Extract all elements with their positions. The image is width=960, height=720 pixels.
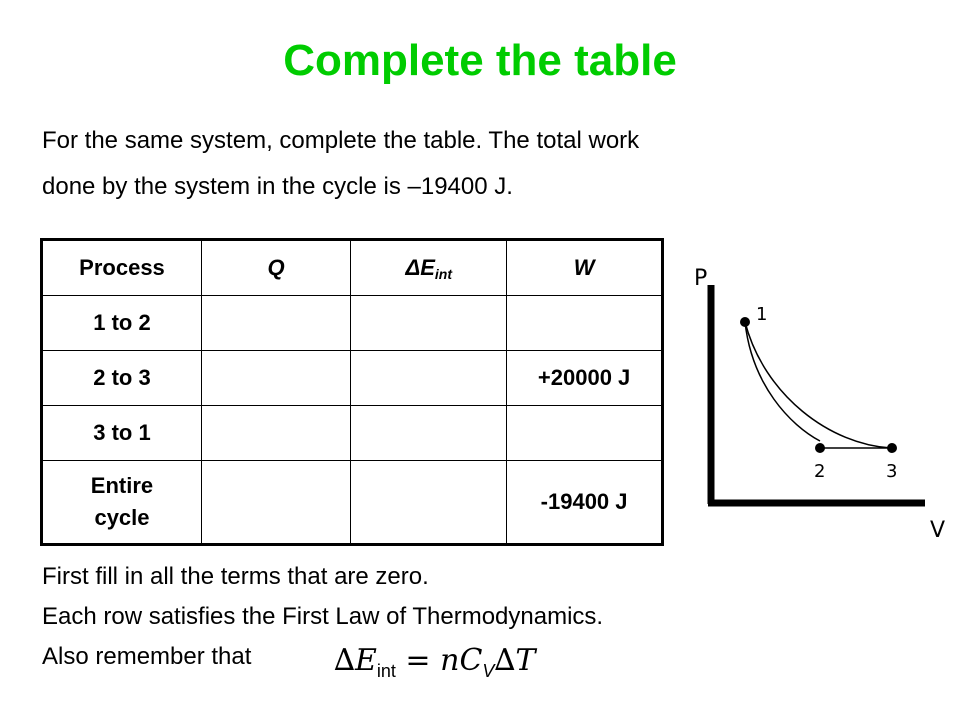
table-row [42,351,663,406]
cell-q[interactable] [201,461,350,545]
formula-delta-2: ∆ [494,643,516,678]
cell-w: +20000 J [507,351,663,406]
header-delta-e-main: ΔE [405,254,435,280]
cell-q[interactable] [201,406,350,461]
row-process: 3 to 1 [42,406,202,461]
cell-delta-e[interactable] [351,461,507,545]
row-process: 1 to 2 [42,296,202,351]
formula-delta: ∆ [334,643,355,678]
cell-delta-e[interactable] [351,406,507,461]
header-process: Process [42,240,202,296]
formula-equals: = [405,643,431,678]
header-q: Q [201,240,350,296]
row-process-line-2: cycle [94,505,150,530]
header-delta-e-sub: int [434,265,452,282]
intro-line-2: done by the system in the cycle is –19400 J. [42,173,513,200]
cell-w: -19400 J [507,461,663,545]
point-2 [815,443,825,453]
point-1 [740,317,750,327]
formula-c-sub: V [482,661,495,681]
note-line-2: Each row satisfies the First Law of Thermodynamics. [42,603,604,630]
table-row [42,406,663,461]
row-process [42,461,202,545]
table-header-row [42,240,663,296]
point-label-3: 3 [886,461,898,482]
formula-e: E [354,643,377,678]
process-curve-1-2 [745,322,820,441]
cell-delta-e[interactable] [351,296,507,351]
formula-t: T [515,643,536,678]
intro-text [42,118,862,210]
note-line-3: Also remember that [42,643,252,670]
cell-q[interactable] [201,296,350,351]
point-label-2: 2 [814,461,826,482]
point-3 [887,443,897,453]
cell-w[interactable] [507,406,663,461]
axis-label-p: P [694,266,708,291]
header-delta-e-int [351,240,507,296]
note-line-1: First fill in all the terms that are zero. [42,563,429,590]
process-curve-3-1 [745,322,892,448]
cell-w[interactable] [507,296,663,351]
formula-n: n [440,643,460,678]
axis-label-v: V [930,518,946,543]
row-process-line-1: Entire [90,473,154,498]
header-w: W [507,240,663,296]
table-row [42,461,663,545]
cell-delta-e[interactable] [351,351,507,406]
point-label-1: 1 [756,304,768,325]
pv-diagram [680,255,950,545]
formula-c: C [459,643,483,678]
intro-line-1: For the same system, complete the table. The total work [42,127,640,154]
table-row [42,296,663,351]
cell-q[interactable] [201,351,350,406]
process-table [40,238,664,546]
internal-energy-formula [334,643,535,682]
page-title: Complete the table [283,36,677,85]
formula-e-sub: int [376,661,396,681]
row-process: 2 to 3 [42,351,202,406]
